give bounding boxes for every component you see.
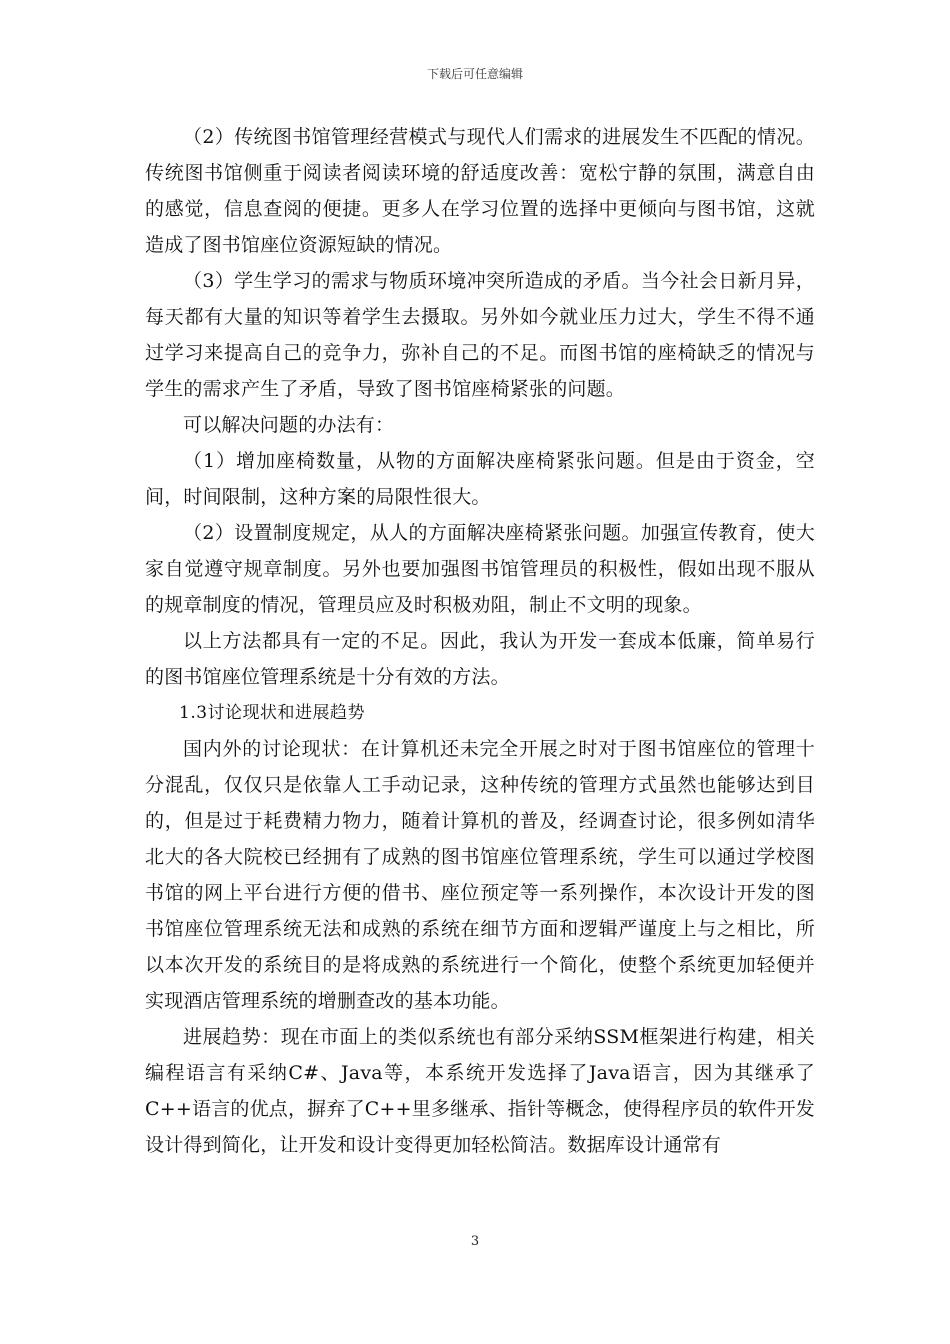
page-number: 3 — [470, 1234, 480, 1249]
paragraph: （2）传统图书馆管理经营模式与现代人们需求的进展发生不匹配的情况。传统图书馆侧重于阅读者阅读环境的舒适度改善：宽松宁静的氛围，满意自由的感觉，信息查阅的便捷。更多人在学习位置的选择中更倾向与图书馆，这就造成了图书馆座位资源短缺的情况。 — [145, 126, 815, 256]
paragraph: （1）增加座椅数量，从物的方面解决座椅紧张问题。但是由于资金，空间，时间限制，这种方案的局限性很大。 — [145, 450, 815, 508]
paragraph: 国内外的讨论现状：在计算机还未完全开展之时对于图书馆座位的管理十分混乱，仅仅只是依靠人工手动记录，这种传统的管理方式虽然也能够达到目的，但是过于耗费精力物力，随着计算机的普及，经调查讨论，很多例如清华北大的各大院校已经拥有了成熟的图书馆座位管理系统，学生可以通过学校图书馆的网上平台进行方便的借书、座位预定等一系列操作，本次设计开发的图书馆座位管理系统无法和成熟的系统在细节方面和逻辑严谨度上与之相比，所以本次开发的系统目的是将成熟的系统进行一个简化，使整个系统更加轻便并实现酒店管理系统的增删查改的基本功能。 — [145, 738, 815, 1012]
paragraph: 可以解决问题的办法有： — [183, 414, 395, 436]
paragraph: （3）学生学习的需求与物质环境冲突所造成的矛盾。当今社会日新月异，每天都有大量的知识等着学生去摄取。另外如今就业压力过大，学生不得不通过学习来提高自己的竞争力，弥补自己的不足。而图书馆的座椅缺乏的情况与学生的需求产生了矛盾，导致了图书馆座椅紧张的问题。 — [145, 270, 815, 400]
section-heading: 1.3讨论现状和进展趋势 — [179, 703, 366, 723]
paragraph: 进展趋势：现在市面上的类似系统也有部分采纳SSM框架进行构建，相关编程语言有采纳C#、Java等，本系统开发选择了Java语言，因为其继承了C++语言的优点，摒弃了C++里多继承、指针等概念，使得程序员的软件开发设计得到简化，让开发和设计变得更加轻松简洁。数据库设计通常有 — [145, 1026, 815, 1156]
paragraph: （2）设置制度规定，从人的方面解决座椅紧张问题。加强宣传教育，使大家自觉遵守规章制度。另外也要加强图书馆管理员的积极性，假如出现不服从的规章制度的情况，管理员应及时积极劝阻，制止不文明的现象。 — [145, 522, 815, 616]
page-header: 下载后可任意编辑 — [426, 67, 523, 81]
paragraph: 以上方法都具有一定的不足。因此，我认为开发一套成本低廉，简单易行的图书馆座位管理系统是十分有效的方法。 — [145, 630, 815, 688]
document-body — [145, 119, 815, 1163]
